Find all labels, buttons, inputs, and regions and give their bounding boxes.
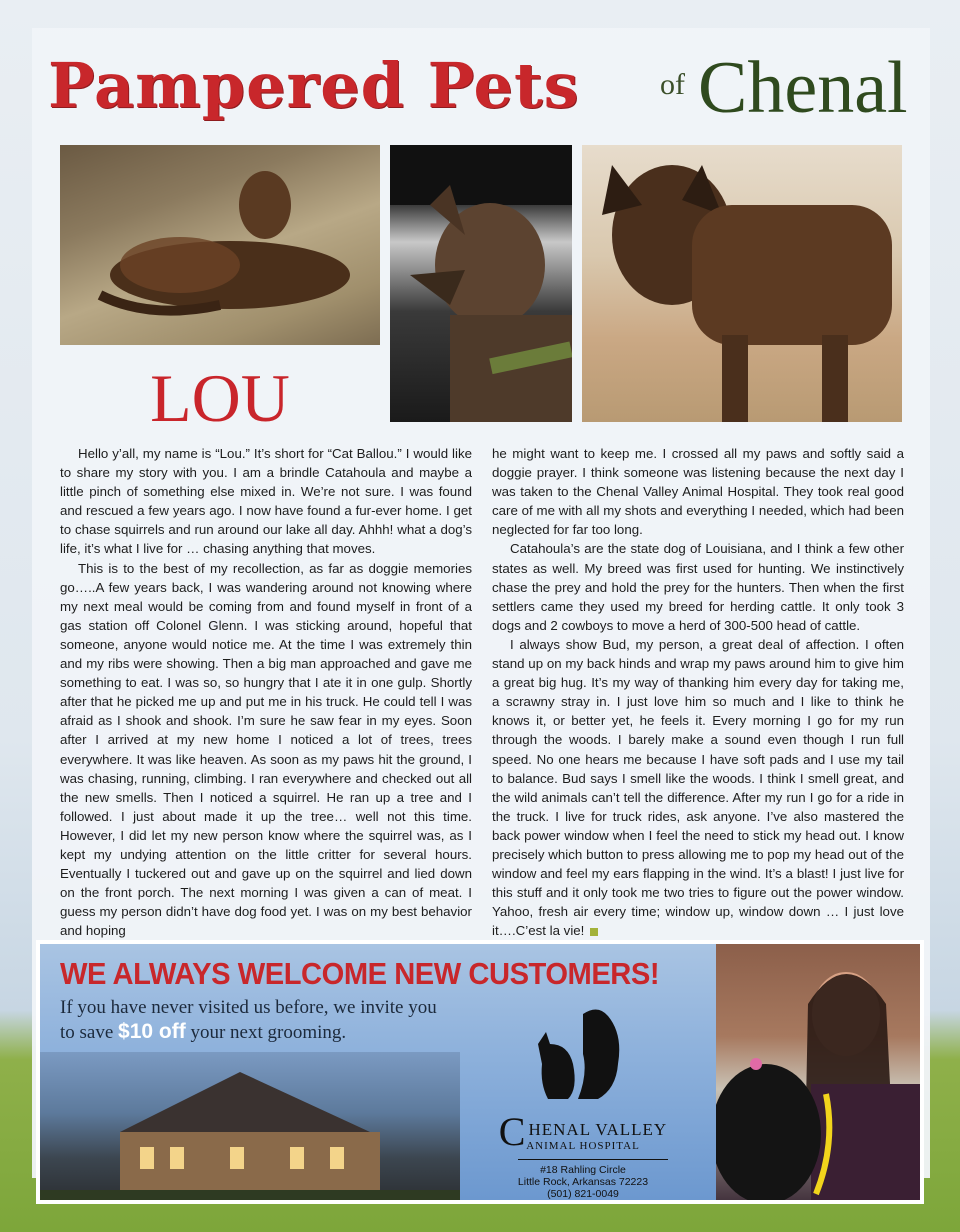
ad-offer-amount: $10 off (118, 1020, 186, 1043)
logo-subtitle: ANIMAL HOSPITAL (526, 1140, 640, 1152)
cat-dog-silhouette-icon (528, 1004, 638, 1104)
article-paragraph: he might want to keep me. I crossed all my paws and softly said a doggie prayer. I think someone was listening because the next day I was taken to the Chenal Valley Animal Hospital. They took real good care of me with all my shots and everything I needed, which had been neglected for far too long. (492, 446, 904, 538)
ad-offer-line1: If you have never visited us before, we invite you (60, 997, 437, 1018)
ad-offer-pre: to save (60, 1022, 119, 1043)
article-paragraph: Hello y’all, my name is “Lou.” It’s short for “Cat Ballou.” I would like to share my story with you. I am a brindle Catahoula and maybe a little pinch of something else mixed in. We’re not sure. I was found and rescued a few years ago. I now have found a fur-ever home. I get to chase squirrels and run around our lake all day. Ahhh! what a dog’s life, it’s what I live for … chasing anything that moves. (60, 446, 472, 557)
ad-offer-text (60, 996, 500, 1045)
dog-lying-photo (60, 145, 380, 345)
title-chenal: Chenal (698, 47, 908, 129)
article-paragraph: Catahoula’s are the state dog of Louisiana, and I think a few other states as well. My breed was first used for hunting. We instinctively chase the prey and hold the prey for the hunters. Then when the first settlers came they used my breed for herding cattle. It only took 3 dogs and 2 cowboys to move a herd of 300-500 head of cattle. (492, 541, 904, 633)
logo-big-letter: C (498, 1109, 527, 1154)
advertisement (36, 940, 924, 1204)
ad-headline: WE ALWAYS WELCOME NEW CUSTOMERS! (60, 956, 660, 991)
end-mark-icon (590, 928, 598, 936)
hospital-logo (488, 1004, 678, 1200)
article-column-left (60, 444, 472, 940)
logo-name-text: HENAL VALLEY (528, 1120, 668, 1139)
dog-standing-photo (582, 145, 902, 422)
article-paragraph (492, 635, 904, 941)
article-column-right (492, 444, 904, 940)
article-paragraph-text: I always show Bud, my person, a great deal of affection. I often stand up on my back hinds and wrap my paws around him to give him a great big hug. It’s my way of thanking him every day for taking me, a scrawny stray in. I just love him so much and I like to think he knows it, or better yet, he feels it. Every morning I go for my run through the woods. I barely make a sound even though I run full speed. No one hears me because I have soft pads and I use my tail to balance. Bud says I smell like the woods. I think I smell great, and the wild animals can’t tell the difference. After my run I go for a ride in the truck. I live for truck rides, ask anyone. I’ve also mastered the back power window when I feel the need to stick my head out. I know precisely which button to press allowing me to pop my head out of the window and feel my ears flapping in the wind. It’s a blast! I just live for this stuff and it only took me two tries to figure out the power window. Yahoo, fresh air every time; window up, window down … I just love it….C’est la vie! (492, 636, 904, 939)
hospital-address (488, 1164, 678, 1200)
phone-number: (501) 821-0049 (547, 1188, 619, 1200)
address-line1: #18 Rahling Circle (540, 1164, 626, 1176)
address-line2: Little Rock, Arkansas 72223 (517, 1176, 649, 1188)
page-title (48, 46, 908, 129)
dog-in-car-photo (390, 145, 572, 422)
logo-divider (518, 1159, 668, 1160)
title-of: of (660, 68, 685, 101)
article-name-heading: LOU (150, 360, 290, 436)
groomer-with-dog-photo (716, 944, 924, 1204)
ad-offer-line2 (60, 1020, 500, 1045)
title-pampered-pets: Pampered Pets (48, 49, 580, 122)
article-paragraph: This is to the best of my recollection, as far as doggie memories go…..A few years back, I was wandering around not knowing where my next meal would be coming from and found myself in front of a gas station off Colonel Glenn. I was sticking around, hopeful that someone, anyone would notice me. At the time I was extremely thin and my ribs were showing. Then a big man approached and gave me something to eat. I was so, so hungry that I ate it in one gulp. Shortly after that he picked me up and put me in his truck. He could tell I was afraid as I shook and shook. I’m sure he saw fear in my eyes. Soon after I arrived at my new home I noticed a lot of trees, trees everywhere. It was like heaven. As soon as my paws hit the ground, I was chasing, running, climbing. I ran everywhere and checked out all the new smells. Then I noticed a squirrel. He ran up a tree and I followed. I just about made it up the tree… well not this time. However, I did let my new person know where the squirrel was, as I kept my undying attention on the little critter for several hours. Eventually I tuckered out and gave up on the squirrel and lied down on the front porch. The next morning I was given a can of meat. I guess my person didn’t have dog food yet. I was on my best behavior and hoping (60, 560, 472, 939)
house-photo (40, 1052, 460, 1204)
ad-offer-post: your next grooming. (185, 1022, 347, 1043)
